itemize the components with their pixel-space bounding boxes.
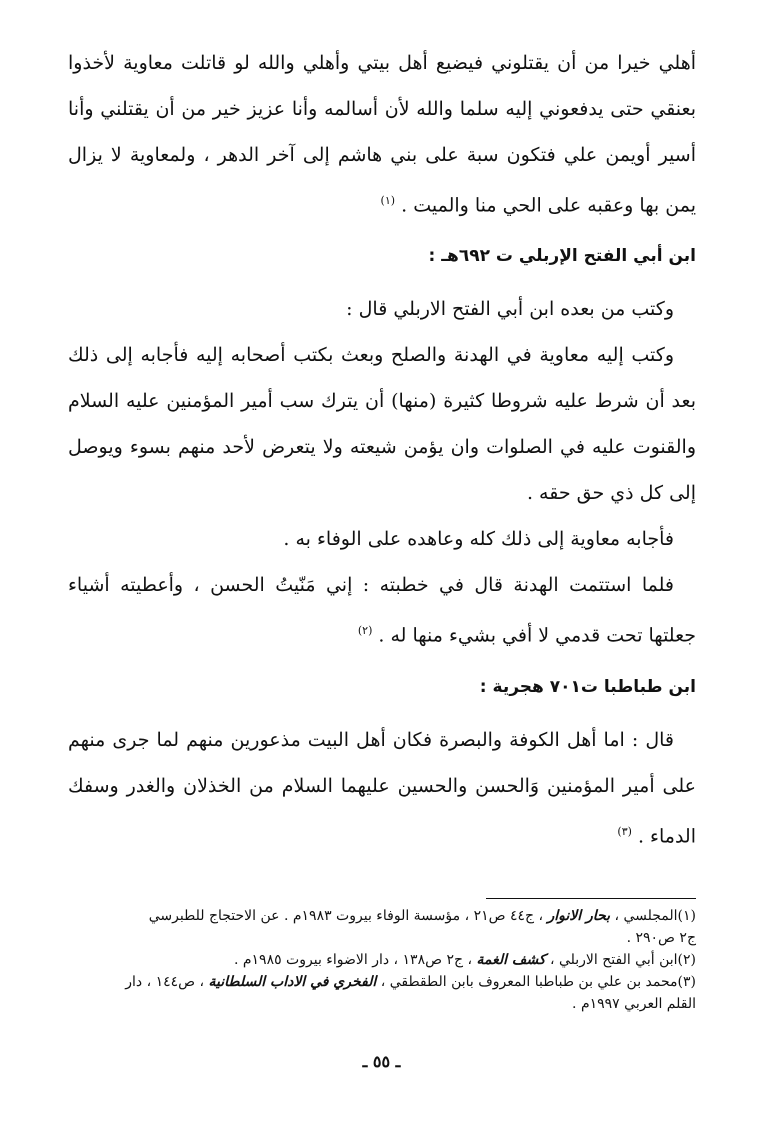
footnote-1-author: المجلسي ،: [614, 908, 678, 924]
footnote-2-title: كشف الغمة: [476, 952, 546, 968]
page-number: ـ ٥٥ ـ: [362, 1052, 401, 1071]
section-heading-irbili: ابن أبي الفتح الإربلي ت ٦٩٢هـ :: [428, 246, 696, 267]
footnote-divider: [486, 898, 696, 899]
footnote-3-details: ، ص١٤٤ ، دار: [125, 974, 205, 990]
paragraph-2: وكتب من بعده ابن أبي الفتح الاربلي قال :: [346, 298, 674, 321]
paragraph-1-text: أهلي خيرا من أن يقتلوني فيضيع أهل بيتي وأهلي والله لو قاتلت معاوية لأخذوا بعنقي حتى يدفعوني إليه سلما والله لأن أسالمه وأنا عزيز خير من أن يقتلني وأنا أسير أويمن علي فتكون سبة على بني هاشم إلى آخر الدهر ، ولمعاوية لا يزال يمن بها وعقبه على الحي منا والميت .: [68, 52, 696, 217]
footnote-3-continuation: القلم العربي ١٩٩٧م .: [572, 996, 696, 1012]
footnote-2-author: ابن أبي الفتح الاربلي ،: [549, 952, 678, 968]
footnote-1-title: بحار الانوار: [547, 908, 611, 924]
footnote-1-number: (١): [677, 908, 696, 924]
footnote-3-title: الفخري في الاداب السلطانية: [208, 974, 377, 990]
section-heading-tabataba: ابن طباطبا ت٧٠١ هجرية :: [479, 676, 696, 697]
footnote-1-continuation: ج٢ ص٢٩٠ .: [626, 930, 696, 946]
footnote-3-number: (٣): [677, 974, 696, 990]
footnote-3: [68, 971, 696, 993]
paragraph-5-text: فلما استتمت الهدنة قال في خطبته : إني مَنّيتُ الحسن ، وأعطيته أشياء جعلتها تحت قدمي لا أفي بشيء منها له .: [68, 574, 696, 647]
page-body: [68, 40, 696, 859]
paragraph-1: [68, 40, 696, 228]
footnote-2-number: (٢): [677, 952, 696, 968]
footnote-ref-2[interactable]: (٢): [357, 624, 373, 638]
footnote-1: [68, 905, 696, 927]
paragraph-6-text: قال : اما أهل الكوفة والبصرة فكان أهل البيت مذعورين منهم لما جرى منهم على أمير المؤمنين وَالحسن والحسين عليهما السلام من الخذلان والغدر وسفك الدماء .: [68, 728, 696, 847]
footnote-ref-1[interactable]: (١): [380, 194, 396, 207]
footnote-2: [68, 949, 696, 971]
footnote-ref-3[interactable]: (٣): [617, 824, 632, 838]
paragraph-3: وكتب إليه معاوية في الهدنة والصلح وبعث بكتب أصحابه إليه فأجابه إلى ذلك بعد أن شرط عليه شروطا كثيرة (منها) أن يترك سب أمير المؤمنين عليه السلام والقنوت عليه في الصلوات وان يؤمن شيعته ولا يتعرض لأحد منهم بسوء ويوصل إلى كل ذي حق حقه .: [68, 344, 696, 505]
paragraph-5: [68, 562, 696, 658]
footnote-3-author: محمد بن علي بن طباطبا المعروف بابن الطقطقي ،: [380, 974, 678, 990]
footnote-2-details: ، ج٢ ص١٣٨ ، دار الاضواء بيروت ١٩٨٥م .: [233, 952, 473, 968]
footnote-1-details: ، ج٤٤ ص٢١ ، مؤسسة الوفاء بيروت ١٩٨٣م . عن الاحتجاج للطبرسي: [148, 908, 544, 924]
paragraph-4: فأجابه معاوية إلى ذلك كله وعاهده على الوفاء به .: [283, 528, 674, 551]
paragraph-6: [68, 717, 696, 859]
footnotes: [68, 898, 696, 1015]
